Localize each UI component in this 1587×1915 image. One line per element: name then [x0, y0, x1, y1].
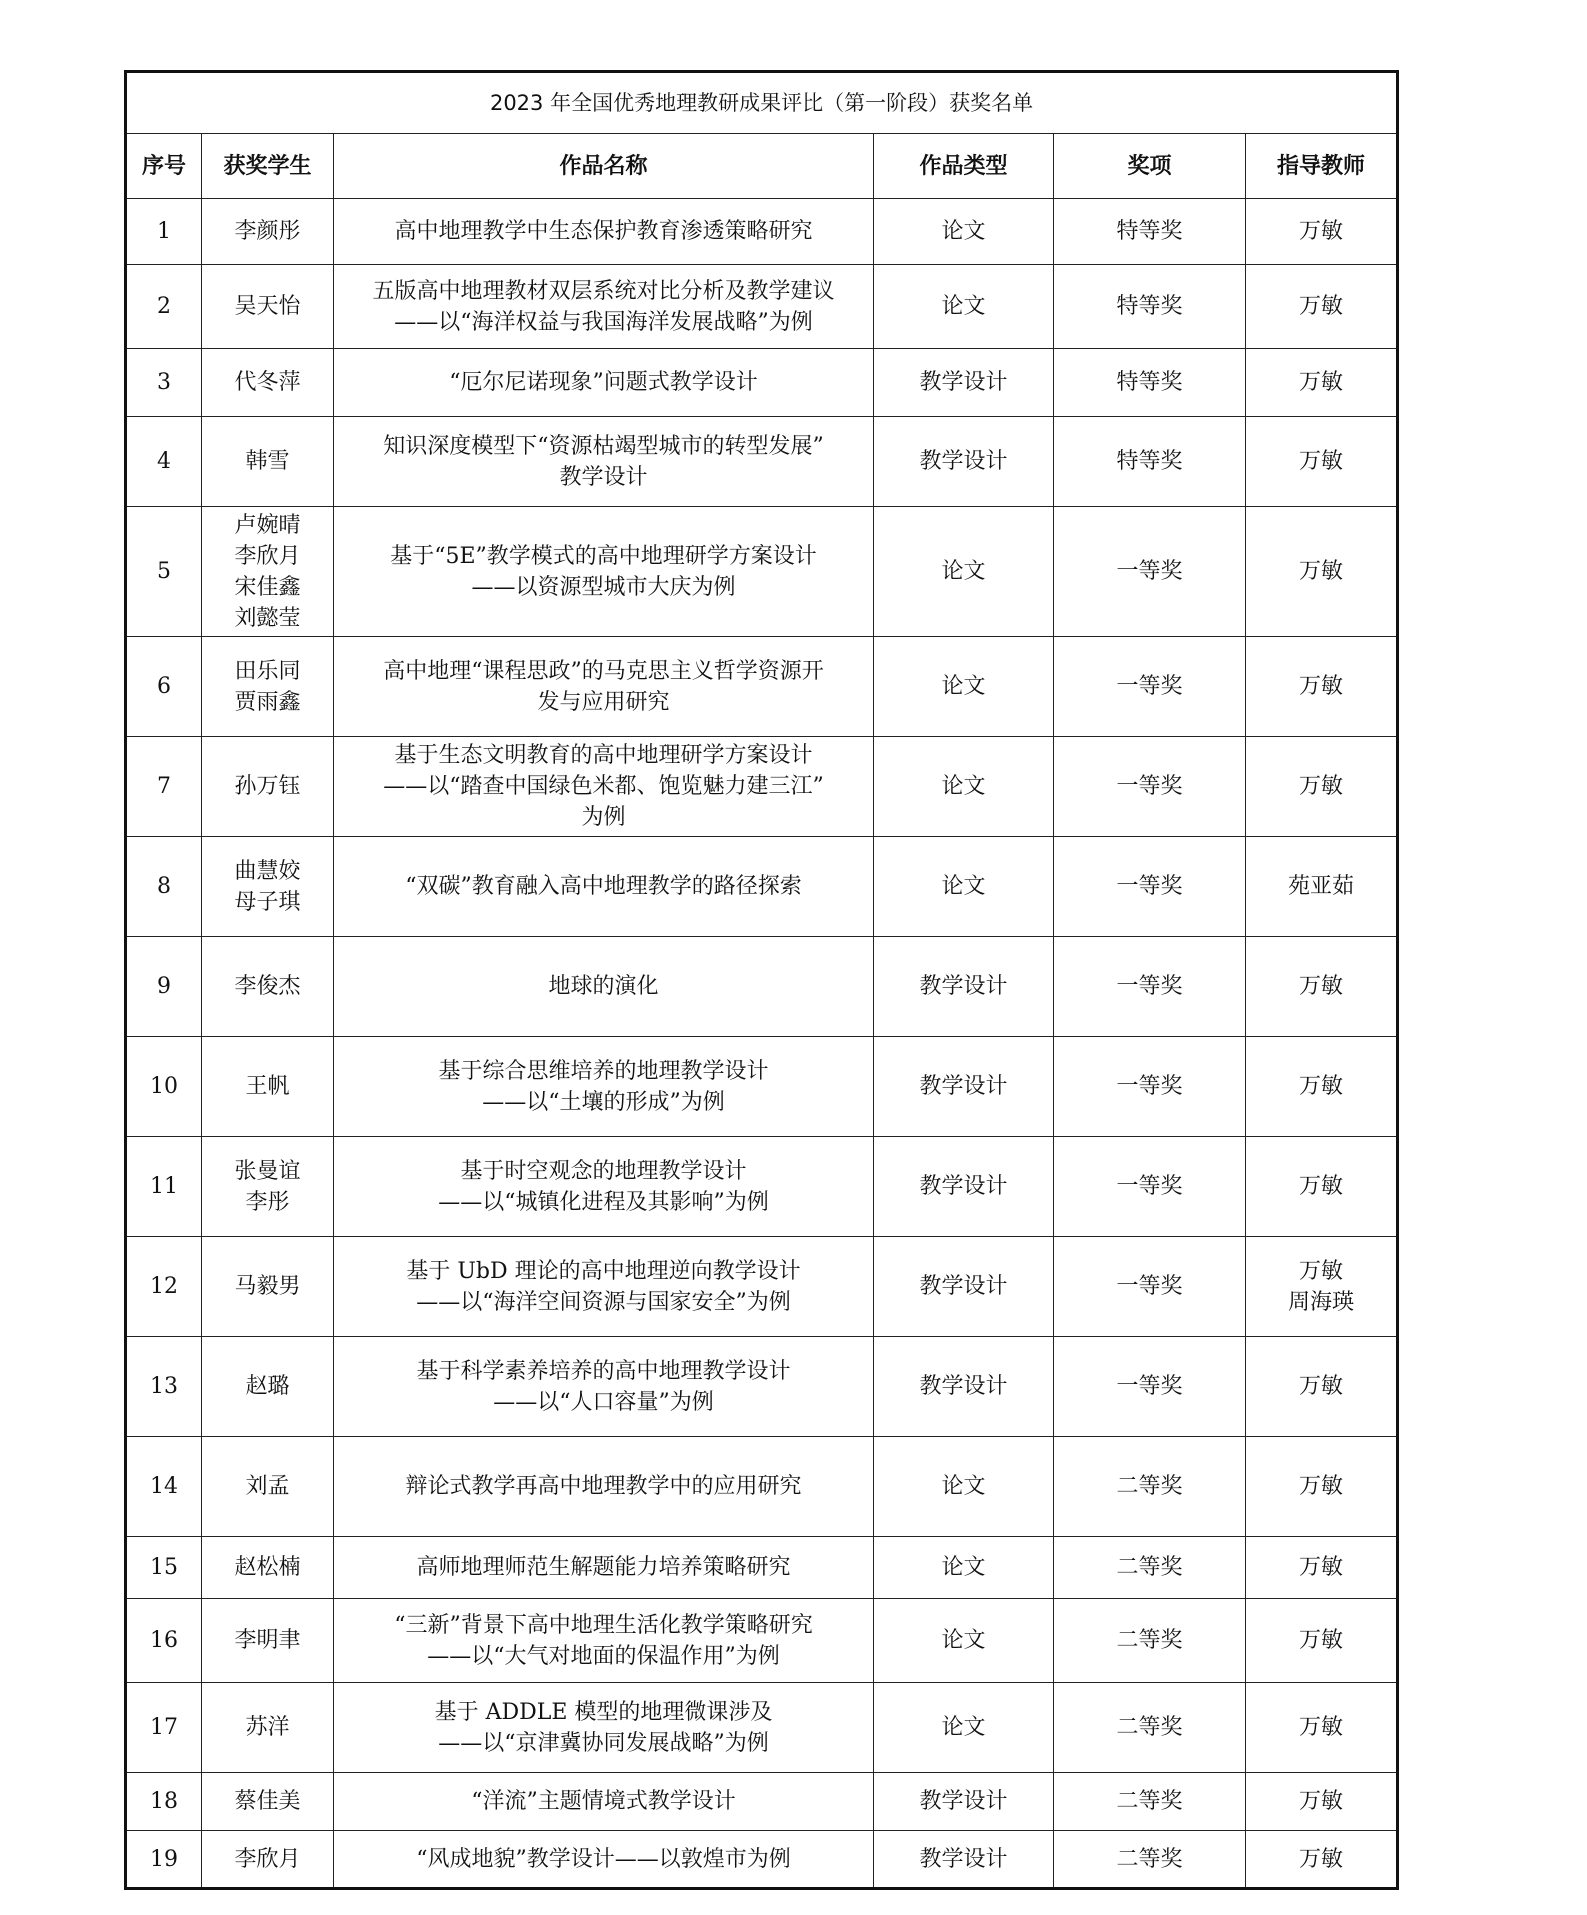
cell-no: 7 [126, 737, 202, 837]
table-row [126, 199, 1398, 265]
cell-teacher-line: 万敏 [1299, 370, 1344, 395]
cell-type: 教学设计 [874, 349, 1054, 417]
cell-teacher-line: 万敏 [1299, 1715, 1344, 1740]
table-row [126, 507, 1398, 637]
table-row [126, 1437, 1398, 1537]
cell-work [334, 637, 874, 737]
table-row [126, 637, 1398, 737]
cell-no: 2 [126, 265, 202, 349]
cell-no: 19 [126, 1831, 202, 1889]
cell-type: 教学设计 [874, 1337, 1054, 1437]
cell-type: 教学设计 [874, 1137, 1054, 1237]
table-row [126, 937, 1398, 1037]
cell-type: 论文 [874, 637, 1054, 737]
cell-work-line: ——以“京津冀协同发展战略”为例 [438, 1730, 769, 1756]
cell-teacher [1246, 1773, 1398, 1831]
cell-type: 论文 [874, 1537, 1054, 1599]
cell-student-line: 吴天怡 [234, 294, 301, 319]
cell-teacher [1246, 417, 1398, 507]
cell-student [202, 1137, 334, 1237]
cell-award: 一等奖 [1054, 737, 1246, 837]
cell-work-line: 基于综合思维培养的地理教学设计 [438, 1058, 769, 1084]
cell-student-line: 韩雪 [245, 449, 290, 474]
cell-work [334, 507, 874, 637]
cell-teacher [1246, 1237, 1398, 1337]
cell-student-line: 卢婉晴 [234, 512, 301, 538]
cell-teacher-line: 万敏 [1299, 1628, 1344, 1653]
cell-work-line: ——以资源型城市大庆为例 [471, 574, 736, 600]
cell-student [202, 349, 334, 417]
cell-teacher [1246, 937, 1398, 1037]
cell-work [334, 1137, 874, 1237]
cell-award: 特等奖 [1054, 417, 1246, 507]
cell-work-line: 高师地理师范生解题能力培养策略研究 [416, 1555, 791, 1580]
cell-teacher-line: 万敏 [1299, 559, 1344, 584]
cell-no: 4 [126, 417, 202, 507]
cell-student-line: 张曼谊 [234, 1158, 301, 1184]
cell-type: 论文 [874, 507, 1054, 637]
cell-work [334, 737, 874, 837]
cell-teacher-line: 万敏 [1299, 974, 1344, 999]
cell-teacher [1246, 737, 1398, 837]
table-row [126, 1337, 1398, 1437]
cell-work [334, 1037, 874, 1137]
award-table [124, 70, 1399, 1890]
cell-award: 二等奖 [1054, 1537, 1246, 1599]
cell-work [334, 937, 874, 1037]
cell-award: 特等奖 [1054, 199, 1246, 265]
table-row [126, 1237, 1398, 1337]
cell-award: 二等奖 [1054, 1831, 1246, 1889]
cell-student-line: 李欣月 [234, 1846, 301, 1872]
cell-student [202, 1773, 334, 1831]
cell-no: 17 [126, 1683, 202, 1773]
cell-no: 16 [126, 1599, 202, 1683]
cell-student [202, 1037, 334, 1137]
cell-student-line: 苏洋 [245, 1715, 290, 1740]
cell-type: 教学设计 [874, 417, 1054, 507]
cell-work-line: “洋流”主题情境式教学设计 [471, 1789, 736, 1814]
cell-work-line: “三新”背景下高中地理生活化教学策略研究 [394, 1612, 813, 1638]
cell-work-line: 基于生态文明教育的高中地理研学方案设计 [394, 743, 813, 768]
cell-student [202, 1683, 334, 1773]
cell-award: 二等奖 [1054, 1683, 1246, 1773]
cell-award: 一等奖 [1054, 1237, 1246, 1337]
cell-student-line: 田乐同 [234, 658, 301, 684]
cell-no: 12 [126, 1237, 202, 1337]
header-type: 作品类型 [874, 134, 1054, 199]
cell-work [334, 1599, 874, 1683]
cell-award: 一等奖 [1054, 637, 1246, 737]
cell-student-line: 李俊杰 [234, 974, 301, 999]
cell-teacher [1246, 1599, 1398, 1683]
cell-student [202, 1537, 334, 1599]
cell-work-line: “厄尔尼诺现象”问题式教学设计 [449, 370, 758, 395]
cell-type: 教学设计 [874, 937, 1054, 1037]
cell-teacher [1246, 1537, 1398, 1599]
cell-no: 18 [126, 1773, 202, 1831]
cell-student [202, 837, 334, 937]
cell-work [334, 1437, 874, 1537]
cell-type: 教学设计 [874, 1237, 1054, 1337]
cell-teacher [1246, 637, 1398, 737]
cell-teacher [1246, 1437, 1398, 1537]
cell-teacher [1246, 837, 1398, 937]
cell-no: 8 [126, 837, 202, 937]
cell-no: 13 [126, 1337, 202, 1437]
cell-work-line: 教学设计 [559, 464, 648, 490]
cell-type: 教学设计 [874, 1831, 1054, 1889]
header-work: 作品名称 [334, 134, 874, 199]
cell-student [202, 937, 334, 1037]
cell-award: 一等奖 [1054, 837, 1246, 937]
table-row [126, 1773, 1398, 1831]
cell-work [334, 199, 874, 265]
table-row [126, 1831, 1398, 1889]
cell-work-line: 基于 ADDLE 模型的地理微课涉及 [434, 1699, 773, 1725]
cell-no: 11 [126, 1137, 202, 1237]
cell-work-line: 高中地理教学中生态保护教育渗透策略研究 [394, 219, 813, 244]
table-row [126, 1683, 1398, 1773]
cell-student-line: 李彤 [245, 1189, 290, 1215]
cell-type: 论文 [874, 837, 1054, 937]
cell-award: 一等奖 [1054, 507, 1246, 637]
cell-work-line: 基于“5E”教学模式的高中地理研学方案设计 [390, 543, 817, 569]
cell-type: 论文 [874, 265, 1054, 349]
cell-work-line: 地球的演化 [548, 974, 659, 999]
cell-type: 论文 [874, 1683, 1054, 1773]
cell-no: 3 [126, 349, 202, 417]
cell-work-line: 为例 [581, 805, 626, 830]
cell-award: 特等奖 [1054, 265, 1246, 349]
cell-student-line: 刘懿莹 [234, 605, 301, 631]
cell-teacher-line: 周海瑛 [1288, 1289, 1355, 1315]
cell-type: 教学设计 [874, 1037, 1054, 1137]
cell-teacher-line: 万敏 [1299, 449, 1344, 474]
cell-work-line: ——以“海洋空间资源与国家安全”为例 [416, 1289, 791, 1315]
table-row [126, 1137, 1398, 1237]
cell-student-line: 孙万钰 [234, 774, 301, 799]
cell-type: 教学设计 [874, 1773, 1054, 1831]
cell-student-line: 宋佳鑫 [234, 574, 301, 600]
cell-teacher [1246, 265, 1398, 349]
cell-award: 一等奖 [1054, 937, 1246, 1037]
cell-award: 一等奖 [1054, 1037, 1246, 1137]
cell-work [334, 1237, 874, 1337]
cell-teacher [1246, 1137, 1398, 1237]
cell-work [334, 837, 874, 937]
cell-award: 一等奖 [1054, 1337, 1246, 1437]
cell-teacher [1246, 1337, 1398, 1437]
cell-student-line: 代冬萍 [234, 370, 301, 395]
cell-student [202, 637, 334, 737]
cell-teacher-line: 万敏 [1299, 219, 1344, 244]
cell-student-line: 刘孟 [245, 1474, 290, 1499]
cell-work-line: ——以“大气对地面的保温作用”为例 [427, 1643, 780, 1669]
cell-teacher-line: 万敏 [1299, 1474, 1344, 1499]
cell-award: 二等奖 [1054, 1599, 1246, 1683]
cell-student-line: 赵松楠 [234, 1555, 301, 1580]
cell-student [202, 1237, 334, 1337]
cell-no: 9 [126, 937, 202, 1037]
header-award: 奖项 [1054, 134, 1246, 199]
table-row [126, 837, 1398, 937]
cell-no: 5 [126, 507, 202, 637]
cell-award: 一等奖 [1054, 1137, 1246, 1237]
table-row [126, 737, 1398, 837]
cell-type: 论文 [874, 1437, 1054, 1537]
table-row [126, 1599, 1398, 1683]
cell-student [202, 199, 334, 265]
cell-work-line: 发与应用研究 [537, 689, 670, 715]
cell-work-line: 五版高中地理教材双层系统对比分析及教学建议 [372, 278, 835, 304]
cell-student-line: 李明聿 [234, 1628, 301, 1653]
cell-student-line: 李颜彤 [234, 219, 301, 244]
cell-student [202, 1437, 334, 1537]
cell-work [334, 1683, 874, 1773]
cell-student [202, 1831, 334, 1889]
cell-teacher-line: 万敏 [1299, 294, 1344, 319]
cell-no: 1 [126, 199, 202, 265]
cell-teacher-line: 万敏 [1299, 674, 1344, 699]
cell-teacher [1246, 349, 1398, 417]
cell-type: 论文 [874, 737, 1054, 837]
cell-student-line: 蔡佳美 [234, 1789, 301, 1814]
table-title: 2023 年全国优秀地理教研成果评比（第一阶段）获奖名单 [126, 72, 1398, 134]
cell-student-line: 曲慧姣 [234, 858, 301, 884]
cell-work-line: 辩论式教学再高中地理教学中的应用研究 [405, 1474, 802, 1499]
cell-student [202, 265, 334, 349]
cell-teacher [1246, 1831, 1398, 1889]
cell-work-line: ——以“土壤的形成”为例 [482, 1089, 725, 1115]
cell-work-line: “风成地貌”教学设计——以敦煌市为例 [416, 1846, 791, 1872]
cell-no: 6 [126, 637, 202, 737]
cell-student [202, 1337, 334, 1437]
cell-award: 特等奖 [1054, 349, 1246, 417]
cell-teacher-line: 万敏 [1299, 1789, 1344, 1814]
cell-student-line: 王帆 [245, 1074, 290, 1099]
cell-teacher-line: 万敏 [1299, 1074, 1344, 1099]
cell-student [202, 417, 334, 507]
cell-type: 论文 [874, 1599, 1054, 1683]
cell-work-line: 知识深度模型下“资源枯竭型城市的转型发展” [383, 433, 824, 459]
cell-no: 10 [126, 1037, 202, 1137]
cell-student [202, 507, 334, 637]
cell-work [334, 1537, 874, 1599]
cell-award: 二等奖 [1054, 1773, 1246, 1831]
cell-teacher [1246, 507, 1398, 637]
cell-work [334, 1773, 874, 1831]
cell-work-line: ——以“人口容量”为例 [493, 1389, 714, 1415]
award-list-sheet [124, 70, 1396, 1890]
cell-student-line: 贾雨鑫 [234, 689, 301, 715]
cell-teacher-line: 万敏 [1299, 774, 1344, 799]
cell-no: 15 [126, 1537, 202, 1599]
table-row [126, 265, 1398, 349]
cell-work-line: 基于 UbD 理论的高中地理逆向教学设计 [406, 1258, 801, 1284]
header-student: 获奖学生 [202, 134, 334, 199]
cell-work [334, 265, 874, 349]
cell-teacher-line: 万敏 [1299, 1555, 1344, 1580]
header-teacher: 指导教师 [1246, 134, 1398, 199]
cell-teacher [1246, 199, 1398, 265]
cell-work-line: 基于时空观念的地理教学设计 [460, 1158, 747, 1184]
cell-student [202, 1599, 334, 1683]
cell-teacher-line: 万敏 [1299, 1258, 1344, 1284]
cell-teacher-line: 万敏 [1299, 1374, 1344, 1399]
cell-work [334, 349, 874, 417]
cell-student-line: 马毅男 [234, 1274, 301, 1299]
table-body [126, 199, 1398, 1889]
cell-no: 14 [126, 1437, 202, 1537]
cell-teacher-line: 万敏 [1299, 1174, 1344, 1199]
cell-student-line: 李欣月 [234, 543, 301, 569]
cell-award: 二等奖 [1054, 1437, 1246, 1537]
cell-teacher [1246, 1683, 1398, 1773]
table-row [126, 1537, 1398, 1599]
cell-work-line: ——以“踏查中国绿色米都、饱览魅力建三江” [383, 774, 824, 799]
cell-work [334, 1831, 874, 1889]
cell-student-line: 赵璐 [245, 1374, 290, 1399]
cell-work [334, 1337, 874, 1437]
header-no: 序号 [126, 134, 202, 199]
table-row [126, 417, 1398, 507]
table-row [126, 349, 1398, 417]
cell-work-line: ——以“海洋权益与我国海洋发展战略”为例 [394, 309, 813, 335]
cell-teacher-line: 万敏 [1299, 1846, 1344, 1872]
cell-work-line: ——以“城镇化进程及其影响”为例 [438, 1189, 769, 1215]
cell-type: 论文 [874, 199, 1054, 265]
cell-teacher-line: 苑亚茹 [1288, 874, 1355, 899]
cell-student [202, 737, 334, 837]
cell-work-line: 高中地理“课程思政”的马克思主义哲学资源开 [383, 658, 824, 684]
cell-teacher [1246, 1037, 1398, 1137]
cell-work [334, 417, 874, 507]
cell-work-line: “双碳”教育融入高中地理教学的路径探索 [405, 874, 802, 899]
cell-work-line: 基于科学素养培养的高中地理教学设计 [416, 1358, 791, 1384]
cell-student-line: 母子琪 [234, 889, 301, 915]
table-row [126, 1037, 1398, 1137]
